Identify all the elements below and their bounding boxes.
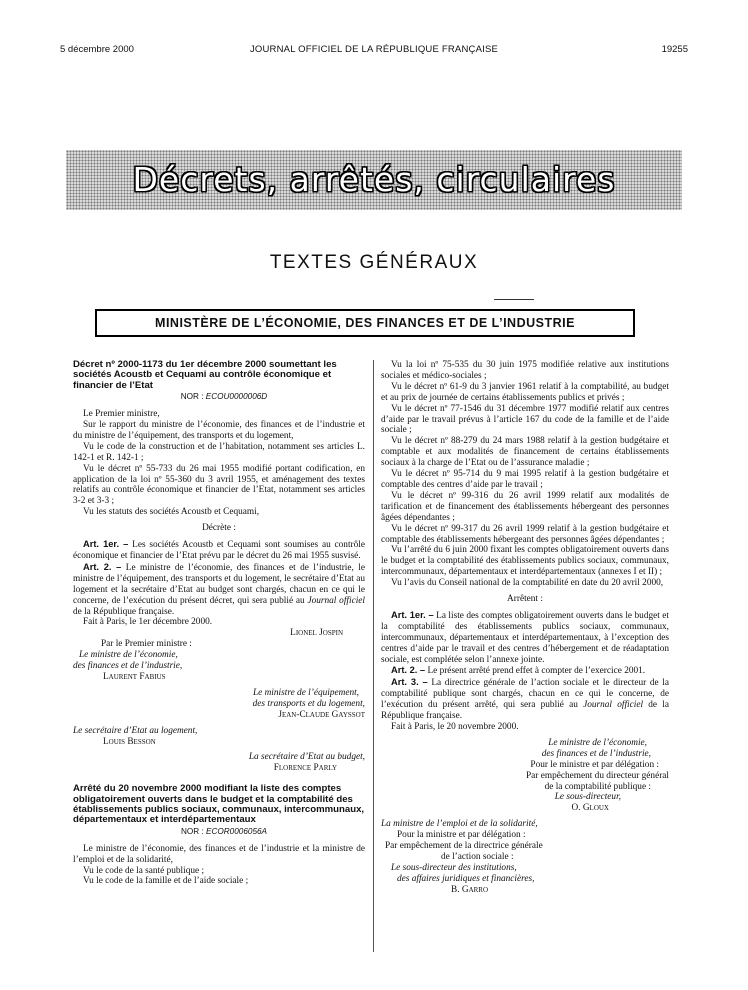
decree-title: Décret nº 2000-1173 du 1er décembre 2000 soumettant les sociétés Acoustb et Cequami au contrôle économique et financier de l’Etat [73, 359, 337, 391]
signature-line: des affaires juridiques et financières, [397, 873, 535, 884]
arrete-title: Arrêté du 20 novembre 2000 modifiant la liste des comptes obligatoirement ouverts dans le budget et la comptabilité des établissements publics sociaux, communaux, intercommunaux, départementaux et interdépartementaux [73, 783, 365, 826]
article-2: Art. 2. – Le présent arrêté prend effet à compter de l’exercice 2001. [391, 665, 646, 677]
paragraph: Vu le décret nº 95-714 du 9 mai 1995 relatif à la gestion budgétaire et comptable des centres d’aide par le travail ; [381, 469, 669, 490]
paragraph: Vu le décret nº 55-733 du 26 mai 1955 modifié portant codification, en application de la loi nº 55-360 du 3 avril 1955, et aménagement des textes relatifs au contrôle économique et financier de l’Etat, notamment ses articles 3-2 et 3-3 ; [73, 463, 365, 507]
signature-line: Par empêchement de la directrice générale [385, 841, 543, 852]
paragraph: Vu le code de la famille et de l’aide sociale ; [83, 876, 249, 887]
decree-nor: NOR : ECOU0000006D [180, 392, 268, 402]
arrete-nor: NOR : ECOR0006056A [180, 826, 268, 836]
article-label: Art. 2. – [83, 561, 122, 572]
article-label: Art. 2. – [391, 665, 426, 676]
article-3: Art. 3. – La directrice générale de l’action sociale et le directeur de la comptabilité publique sont chargés, chacun en ce qui le concerne, de l’exécution du présent arrêté, qui sera publié au Journal officiel de la République française. [381, 677, 669, 722]
paragraph: Vu la loi nº 75-535 du 30 juin 1975 modifiée relative aux institutions sociales et médico-sociales ; [381, 360, 669, 381]
signature-line: Pour le ministre et par délégation : [530, 759, 659, 770]
fait-a-paris: Fait à Paris, le 1er décembre 2000. [83, 617, 213, 628]
paragraph: Vu l’avis du Conseil national de la comptabilité en date du 20 avril 2000, [391, 578, 664, 589]
article-label: Art. 1er. – [391, 609, 434, 620]
paragraph: Sur le rapport du ministre de l’économie, des finances et de l’industrie et du ministre de l’équipement, des transports et du logement, [73, 420, 365, 441]
paragraph: Vu le décret nº 61-9 du 3 janvier 1961 relatif à la comptabilité, au budget et au prix de journée de certains établissements publics et privés ; [381, 381, 669, 403]
paragraph: Vu le code de la santé publique ; [83, 865, 205, 876]
signature-line: Le ministre de l’équipement, [252, 687, 359, 698]
paragraph: Vu les statuts des sociétés Acoustb et Cequami, [83, 507, 260, 518]
paragraph: Vu le code de la construction et de l’habitation, notamment ses articles L. 142-1 et R. 142-1 ; [73, 441, 365, 463]
banner-title: Décrets, arrêtés, circulaires [132, 160, 616, 199]
paragraph: Le Premier ministre, [83, 409, 160, 420]
ministry-box: MINISTÈRE DE L’ÉCONOMIE, DES FINANCES ET DE L’INDUSTRIE [95, 309, 635, 337]
signature: Lionel Jospin [290, 628, 343, 639]
decrete-label: Décrète : [202, 523, 236, 534]
article-label: Art. 3. – [391, 677, 428, 688]
paragraph: Vu le décret nº 99-316 du 26 avril 1999 relatif aux modalités de tarification et de financement des établissements hébergeant des personnes âgées dépendantes ; [381, 490, 669, 523]
paragraph: Vu l’arrêté du 6 juin 2000 fixant les comptes obligatoirement ouverts dans le budget et la comptabilité des établissements publics sociaux, communaux, intercommunaux, départementaux et interdépartementaux (annexes I et II) ; [381, 545, 669, 578]
arretent-label: Arrêtent : [507, 594, 543, 605]
signature: Laurent Fabius [103, 671, 166, 682]
header-journal: JOURNAL OFFICIEL DE LA RÉPUBLIQUE FRANÇAISE [249, 44, 499, 55]
paragraph: Le ministre de l’économie, des finances et de l’industrie et la ministre de l’emploi et de la solidarité, [73, 843, 365, 865]
column-divider [373, 360, 374, 952]
signature-line: Le ministre de l’économie, [548, 737, 647, 748]
right-column [381, 360, 669, 960]
signature-line: des finances et de l’industrie, [73, 661, 183, 672]
signature-line: Le sous-directeur, [554, 792, 621, 803]
divider [494, 299, 534, 300]
left-column [73, 360, 365, 960]
signature-line: La ministre de l’emploi et de la solidarité, [381, 819, 538, 830]
header-date: 5 décembre 2000 [60, 44, 134, 55]
signature-line: Par empêchement du directeur général [526, 770, 669, 781]
signature-line: des transports et du logement, [252, 698, 365, 709]
signature: Jean-Claude Gayssot [278, 709, 365, 720]
signature: B. Garro [451, 884, 489, 895]
paragraph: Vu le décret nº 77-1546 du 31 décembre 1977 modifié relatif aux centres d’aide par le travail prévus à l’article 167 du code de la famille et de l’aide sociale ; [381, 403, 669, 436]
article-1: Art. 1er. – La liste des comptes obligatoirement ouverts dans le budget et la comptabilité des établissements publics sociaux, communaux, intercommunaux, départementaux et interdépartementaux, à l’exception des centres d’aide par le travail et des centres d’hébergement et de réadaptation sociale, est complétée selon l’annexe jointe. [381, 609, 669, 665]
running-header [60, 44, 688, 58]
decree-nor-code: ECOU0000006D [205, 392, 268, 402]
article-1: Art. 1er. – Les sociétés Acoustb et Cequami sont soumises au contrôle économique et financier de l’Etat prévu par le décret du 26 mai 1955 susvisé. [73, 539, 365, 561]
section-title: TEXTES GÉNÉRAUX [269, 252, 479, 273]
signature-line: des finances et de l’industrie, [541, 748, 651, 759]
header-page-number: 19255 [661, 44, 688, 55]
paragraph: Vu le décret nº 99-317 du 26 avril 1999 relatif à la gestion budgétaire et comptable des établissements hébergeant des personnes âgées dépendantes ; [381, 523, 669, 545]
signature: Louis Besson [103, 736, 156, 747]
signature-line: La secrétaire d’Etat au budget, [248, 752, 365, 763]
signature-line: Le secrétaire d’Etat au logement, [73, 725, 198, 736]
signature: Florence Parly [273, 763, 337, 774]
fait-a-paris: Fait à Paris, le 20 novembre 2000. [391, 722, 519, 732]
signature-line: Par le Premier ministre : [101, 639, 192, 650]
signature-line: Le sous-directeur des institutions, [391, 862, 517, 873]
signature-line: de l’action sociale : [441, 851, 514, 862]
signature-line: Le ministre de l’économie, [79, 650, 178, 661]
paragraph: Vu le décret nº 88-279 du 24 mars 1988 relatif à la gestion budgétaire et comptable et aux modalités de financement de certains établissements sociaux à la charge de l’Etat ou de l’assurance maladie ; [381, 436, 669, 469]
article-2: Art. 2. – Le ministre de l’économie, des finances et de l’industrie, le ministre de l’équipement, des transports et du logement, le secrétaire d’Etat au logement et la secrétaire d’Etat au budget sont chargés, chacun en ce qui le concerne, de l’exécution du présent décret, qui sera publié au Journal officiel de la République française. [73, 561, 366, 617]
article-label: Art. 1er. – [83, 539, 129, 550]
signature-line: Pour la ministre et par délégation : [397, 830, 526, 841]
arrete-nor-code: ECOR0006056A [206, 826, 268, 836]
signature-line: de la comptabilité publique : [544, 781, 651, 792]
signature: O. Gloux [571, 803, 609, 814]
